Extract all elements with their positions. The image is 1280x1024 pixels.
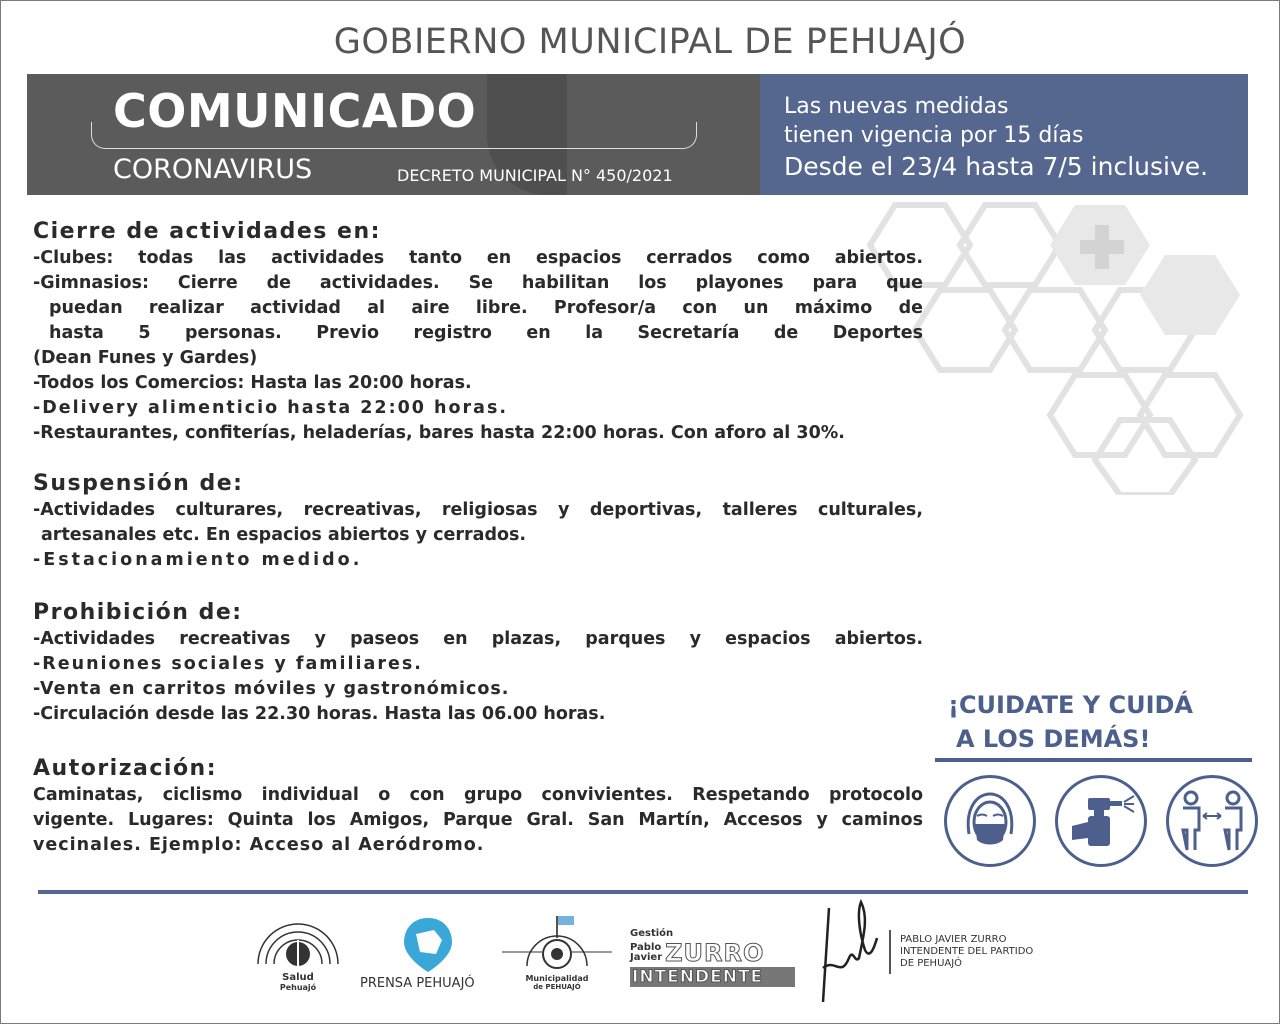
autorizacion-line: Caminatas, ciclismo individual o con grupo convivientes. Respetando protocolo — [33, 785, 923, 805]
slogan-underline — [935, 758, 1252, 762]
municipalidad-sublabel: de PEHUAJÓ — [533, 983, 581, 991]
social-distance-icon — [1166, 775, 1258, 867]
signature-divider — [889, 930, 891, 974]
gestion-role: INTENDENTE — [630, 967, 795, 987]
prohibicion-line: -Reuniones sociales y familiares. — [33, 654, 423, 674]
slogan-line-2: A LOS DEMÁS! — [956, 725, 1151, 753]
prohibicion-line: -Actividades recreativas y paseos en plazas, parques y espacios abiertos. — [33, 629, 923, 649]
gestion-first-name: Pablo — [630, 942, 662, 953]
cierre-line: puedan realizar actividad al aire libre. Profesor/a con un máximo de — [49, 298, 923, 318]
measures-content — [33, 218, 923, 858]
signature-icon — [815, 898, 885, 1006]
autorizacion-line: vecinales. Ejemplo: Acceso al Aeródromo. — [33, 835, 485, 855]
gestion-logo — [630, 928, 795, 987]
gestion-label: Gestión — [630, 928, 674, 939]
suspension-line: -Actividades culturares, recreativas, religiosas y deportivas, talleres culturales, — [33, 500, 923, 520]
salud-logo — [248, 920, 348, 992]
municipalidad-logo — [502, 914, 612, 994]
validity-dates: Desde el 23/4 hasta 7/5 inclusive. — [784, 152, 1209, 181]
prohibicion-line: -Venta en carritos móviles y gastronómicos. — [33, 679, 510, 699]
signer-name: PABLO JAVIER ZURRO — [900, 934, 1007, 945]
coronavirus-subtitle: CORONAVIRUS — [113, 154, 313, 185]
slogan-line-1: ¡CUIDATE Y CUIDÁ — [948, 691, 1193, 719]
cierre-line: -Clubes: todas las actividades tanto en espacios cerrados como abiertos. — [33, 248, 923, 268]
hand-sanitizer-icon — [1055, 775, 1147, 867]
validity-banner — [760, 74, 1248, 195]
gestion-surname: ZURRO — [665, 939, 765, 967]
suspension-line: artesanales etc. En espacios abiertos y cerrados. — [41, 525, 527, 545]
cierre-line: -Todos los Comercios: Hasta las 20:00 horas. — [33, 373, 472, 393]
prohibicion-line: -Circulación desde las 22.30 horas. Hasta las 06.00 horas. — [33, 704, 606, 724]
cierre-line: hasta 5 personas. Previo registro en la Secretaría de Deportes — [49, 323, 923, 343]
signer-block — [900, 934, 1033, 970]
gestion-middle-name: Javier — [630, 952, 663, 963]
comunicado-title: COMUNICADO — [113, 84, 477, 138]
section-title-cierre: Cierre de actividades en: — [33, 219, 381, 244]
cierre-line: -Delivery alimenticio hasta 22:00 horas. — [33, 398, 509, 418]
section-title-prohibicion: Prohibición de: — [33, 600, 243, 625]
comunicado-banner — [27, 74, 762, 195]
cierre-line: -Gimnasios: Cierre de actividades. Se habilitan los playones para que — [33, 273, 923, 293]
salud-sublabel: Pehuajó — [279, 983, 317, 992]
signer-role-1: INTENDENTE DEL PARTIDO — [900, 946, 1034, 957]
face-mask-icon — [944, 775, 1036, 867]
footer-divider — [38, 890, 1248, 894]
signer-role-2: DE PEHUAJÓ — [900, 958, 963, 969]
prensa-logo — [398, 914, 458, 974]
municipalidad-label: Municipalidad — [525, 974, 589, 983]
prensa-label: PRENSA PEHUAJÓ — [360, 976, 475, 991]
validity-line-2: tienen vigencia por 15 días — [784, 123, 1084, 148]
section-title-autorizacion: Autorización: — [33, 756, 218, 781]
suspension-line: -Estacionamiento medido. — [33, 550, 363, 570]
autorizacion-line: vigente. Lugares: Quinta los Amigos, Parque Gral. San Martín, Accesos y caminos — [33, 810, 923, 830]
cierre-line: (Dean Funes y Gardes) — [33, 348, 258, 368]
decree-number: DECRETO MUNICIPAL N° 450/2021 — [397, 166, 673, 185]
slogan — [948, 688, 1193, 756]
section-title-suspension: Suspensión de: — [33, 471, 244, 496]
government-title: GOBIERNO MUNICIPAL DE PEHUAJÓ — [333, 22, 967, 62]
validity-line-1: Las nuevas medidas — [784, 94, 1009, 119]
cierre-line: -Restaurantes, confiterías, heladerías, bares hasta 22:00 horas. Con aforo al 30%. — [33, 423, 845, 443]
salud-label: Salud — [282, 972, 314, 983]
